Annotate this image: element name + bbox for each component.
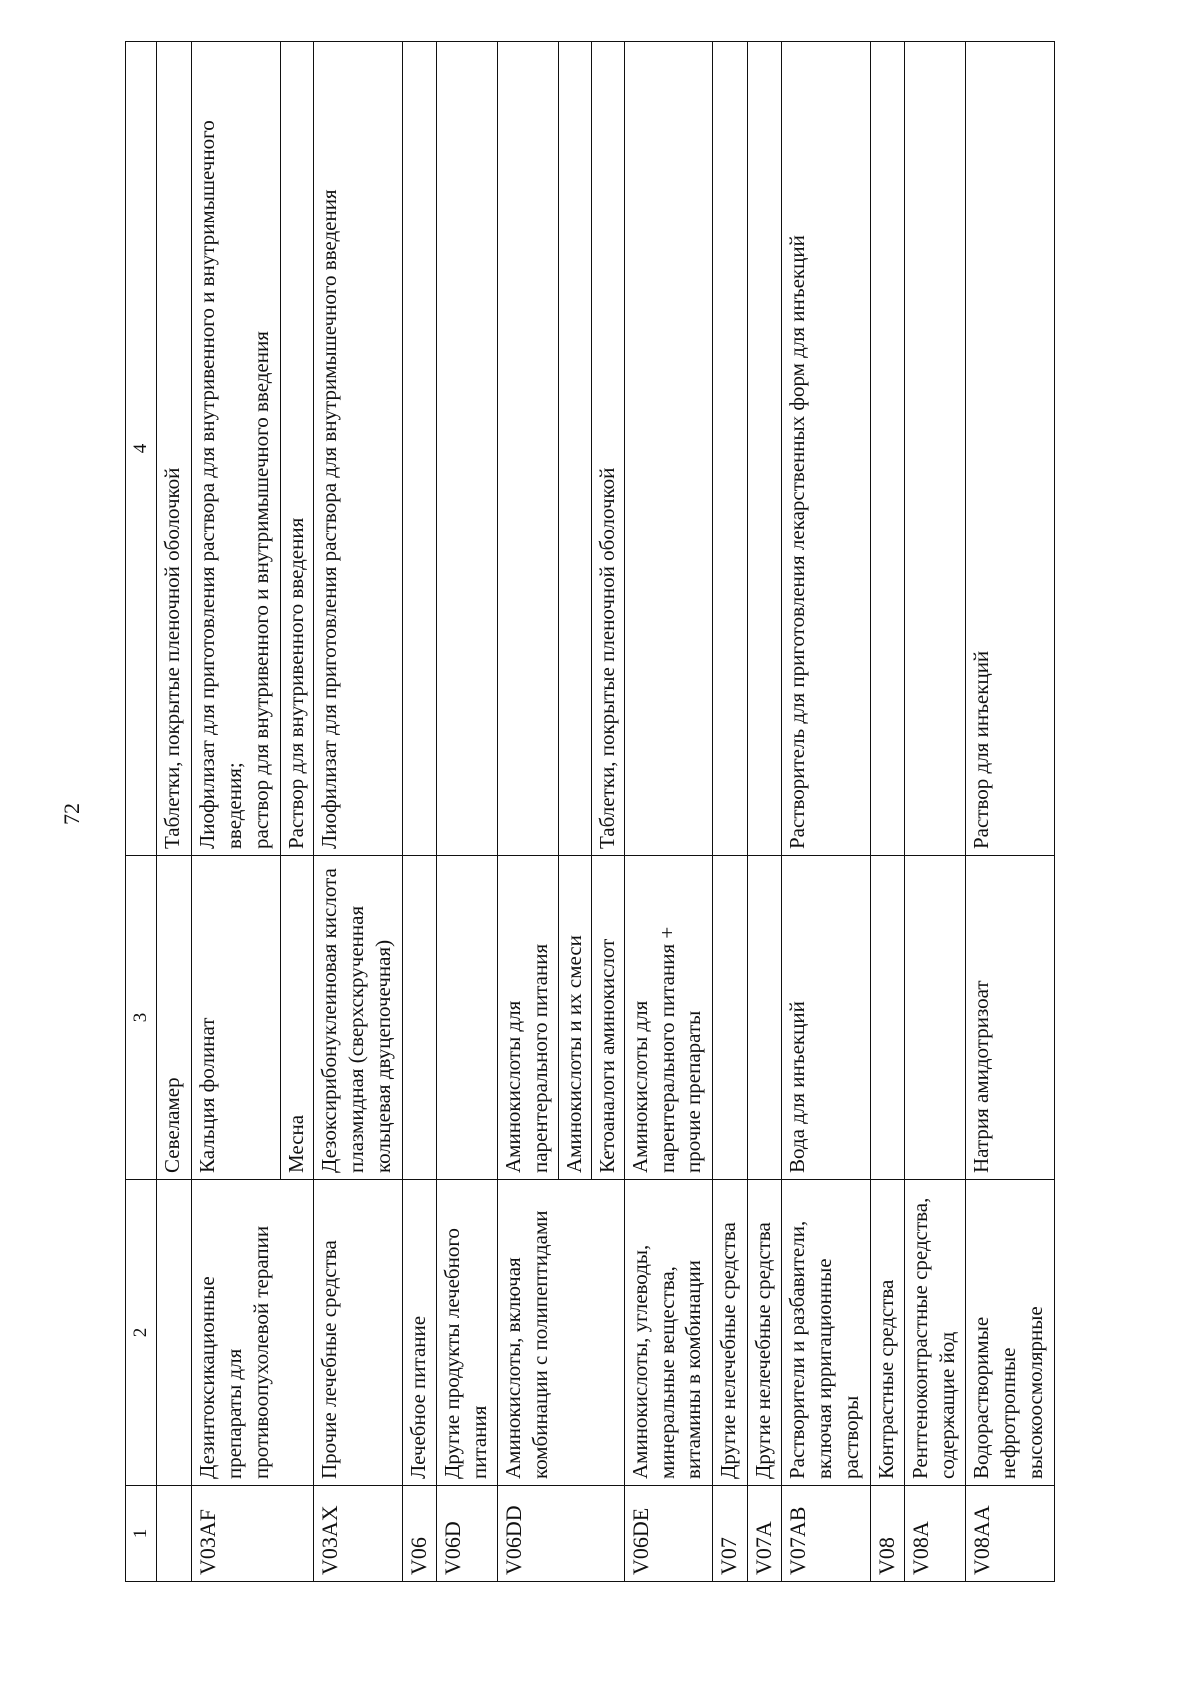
column-header: 4 bbox=[126, 42, 157, 856]
atc-code-cell: V06DE bbox=[624, 1486, 713, 1582]
atc-code-cell: V08AA bbox=[966, 1486, 1055, 1582]
table-row bbox=[402, 42, 436, 1582]
dosage-form-cell bbox=[905, 42, 966, 856]
dosage-form-cell bbox=[436, 42, 497, 856]
dosage-form-cell bbox=[747, 42, 781, 856]
table-row bbox=[157, 42, 192, 1582]
group-cell: Аминокислоты, включая комбинации с полипептидами bbox=[497, 1180, 624, 1486]
table-row bbox=[192, 42, 281, 1582]
table-row bbox=[497, 42, 558, 1582]
dosage-form-cell bbox=[713, 42, 747, 856]
column-number-row bbox=[126, 42, 157, 1582]
drug-name-cell: Севеламер bbox=[157, 856, 192, 1180]
dosage-form-cell bbox=[870, 42, 904, 856]
drug-name-cell: Кальция фолинат bbox=[192, 856, 281, 1180]
atc-code-cell: V03AF bbox=[192, 1486, 314, 1582]
table-row bbox=[870, 42, 904, 1582]
atc-code-cell: V07AB bbox=[782, 1486, 871, 1582]
table-body bbox=[157, 42, 1055, 1582]
dosage-form-cell bbox=[497, 42, 558, 856]
drug-name-cell bbox=[747, 856, 781, 1180]
drug-name-cell: Дезоксирибонуклеиновая кислота плазмидная (сверхскрученная кольцевая двуцепочечная) bbox=[313, 856, 402, 1180]
drug-list-table bbox=[125, 41, 1055, 1582]
dosage-form-cell bbox=[402, 42, 436, 856]
atc-code-cell bbox=[157, 1486, 192, 1582]
dosage-form-cell: Лиофилизат для приготовления раствора для внутривенного и внутримышечного введения; раствор для внутривенного и внутримышечного введения bbox=[192, 42, 281, 856]
table-row bbox=[747, 42, 781, 1582]
group-cell: Дезинтоксикационные препараты для противоопухолевой терапии bbox=[192, 1180, 314, 1486]
dosage-form-cell: Раствор для инъекций bbox=[966, 42, 1055, 856]
group-cell: Другие нелечебные средства bbox=[747, 1180, 781, 1486]
drug-name-cell bbox=[905, 856, 966, 1180]
drug-name-cell: Вода для инъекций bbox=[782, 856, 871, 1180]
atc-code-cell: V07 bbox=[713, 1486, 747, 1582]
dosage-form-cell: Раствор для внутривенного введения bbox=[280, 42, 313, 856]
atc-code-cell: V08A bbox=[905, 1486, 966, 1582]
table-row bbox=[436, 42, 497, 1582]
atc-code-cell: V06 bbox=[402, 1486, 436, 1582]
dosage-form-cell: Растворитель для приготовления лекарственных форм для инъекций bbox=[782, 42, 871, 856]
group-cell: Прочие лечебные средства bbox=[313, 1180, 402, 1486]
group-cell: Контрастные средства bbox=[870, 1180, 904, 1486]
column-header: 2 bbox=[126, 1180, 157, 1486]
drug-name-cell: Аминокислоты для парентерального питания bbox=[497, 856, 558, 1180]
atc-code-cell: V07A bbox=[747, 1486, 781, 1582]
dosage-form-cell bbox=[624, 42, 713, 856]
group-cell: Водорастворимые нефротропные высокоосмолярные bbox=[966, 1180, 1055, 1486]
atc-code-cell: V08 bbox=[870, 1486, 904, 1582]
group-cell: Другие продукты лечебного питания bbox=[436, 1180, 497, 1486]
dosage-form-cell bbox=[558, 42, 591, 856]
table-row bbox=[966, 42, 1055, 1582]
drug-name-cell: Месна bbox=[280, 856, 313, 1180]
drug-name-cell: Натрия амидотризоат bbox=[966, 856, 1055, 1180]
column-header: 3 bbox=[126, 856, 157, 1180]
drug-name-cell: Аминокислоты и их смеси bbox=[558, 856, 591, 1180]
group-cell: Растворители и разбавители, включая ирригационные растворы bbox=[782, 1180, 871, 1486]
group-cell bbox=[157, 1180, 192, 1486]
atc-code-cell: V03AX bbox=[313, 1486, 402, 1582]
dosage-form-cell: Лиофилизат для приготовления раствора для внутримышечного введения bbox=[313, 42, 402, 856]
page-number: 72 bbox=[59, 803, 84, 825]
group-cell: Лечебное питание bbox=[402, 1180, 436, 1486]
rotated-table-container bbox=[125, 42, 1055, 1582]
table-row bbox=[905, 42, 966, 1582]
drug-name-cell bbox=[870, 856, 904, 1180]
group-cell: Рентгеноконтрастные средства, содержащие йод bbox=[905, 1180, 966, 1486]
table-row bbox=[624, 42, 713, 1582]
drug-name-cell: Кетоаналоги аминокислот bbox=[591, 856, 624, 1180]
dosage-form-cell: Таблетки, покрытые пленочной оболочкой bbox=[591, 42, 624, 856]
group-cell: Другие нелечебные средства bbox=[713, 1180, 747, 1486]
drug-name-cell bbox=[436, 856, 497, 1180]
atc-code-cell: V06DD bbox=[497, 1486, 624, 1582]
table-row bbox=[713, 42, 747, 1582]
column-header: 1 bbox=[126, 1486, 157, 1582]
atc-code-cell: V06D bbox=[436, 1486, 497, 1582]
drug-name-cell bbox=[402, 856, 436, 1180]
dosage-form-cell: Таблетки, покрытые пленочной оболочкой bbox=[157, 42, 192, 856]
drug-name-cell: Аминокислоты для парентерального питания + прочие препараты bbox=[624, 856, 713, 1180]
group-cell: Аминокислоты, углеводы, минеральные вещества, витамины в комбинации bbox=[624, 1180, 713, 1486]
table-row bbox=[313, 42, 402, 1582]
drug-name-cell bbox=[713, 856, 747, 1180]
table-row bbox=[782, 42, 871, 1582]
